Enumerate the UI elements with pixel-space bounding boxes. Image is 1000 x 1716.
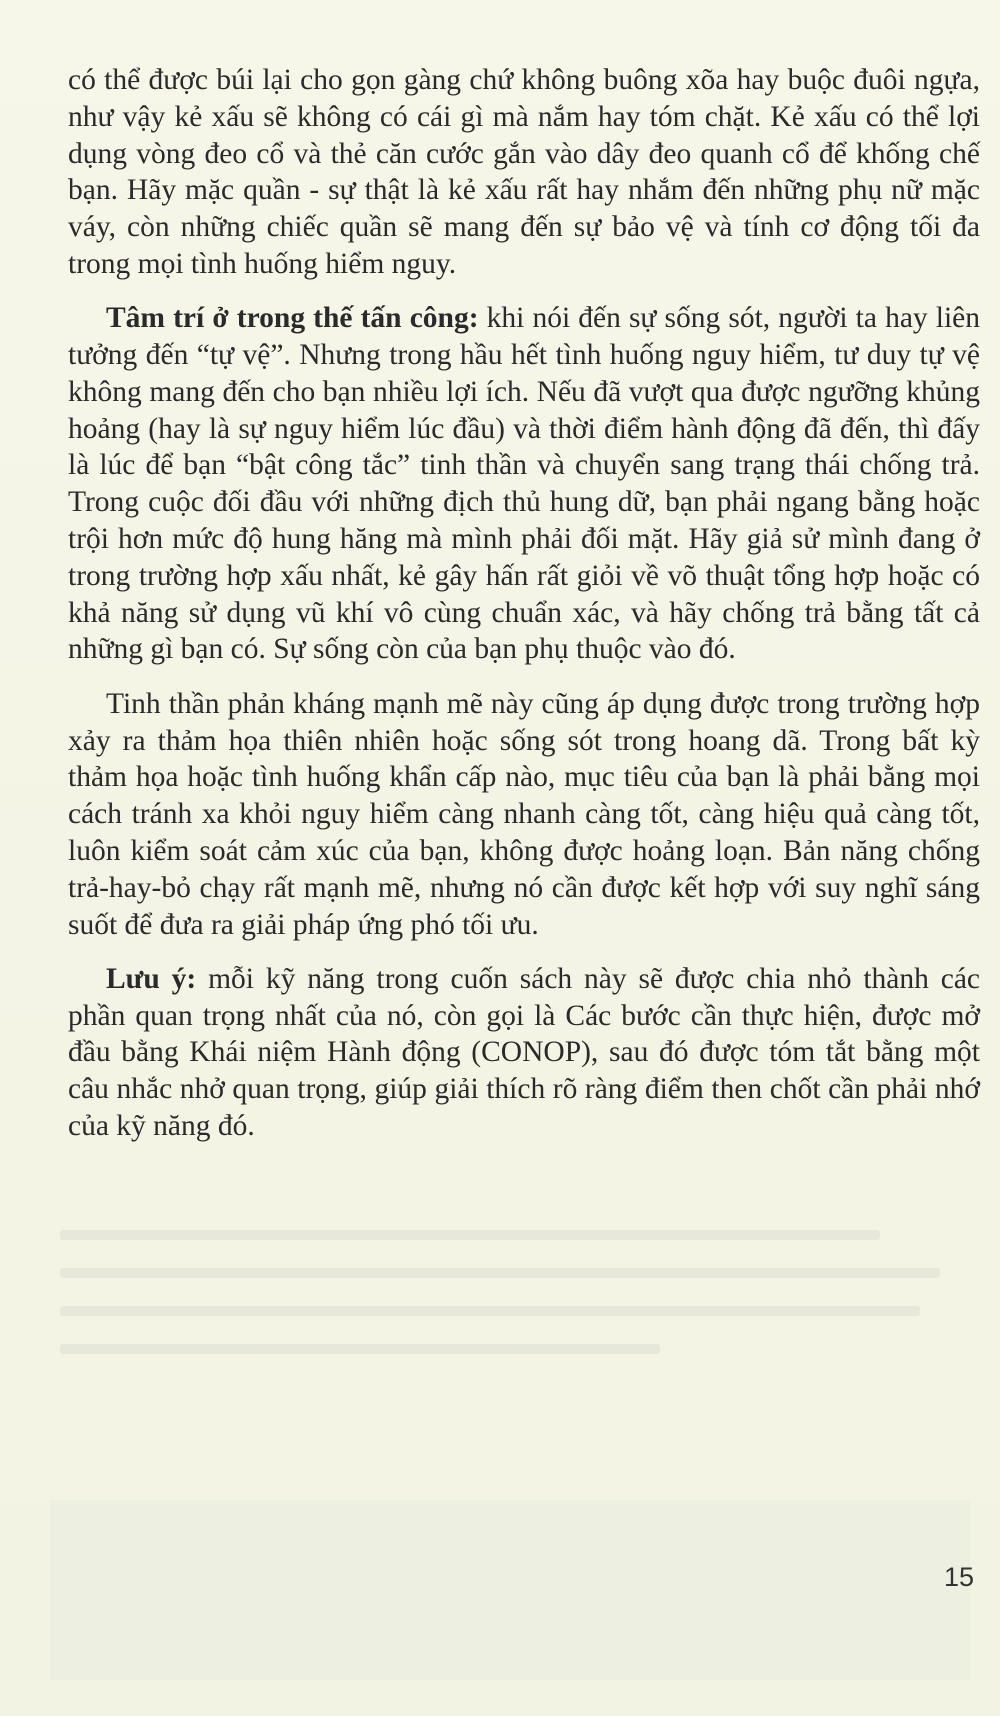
paragraph-4 <box>68 961 980 1145</box>
reverse-side-bleed-through <box>40 1230 970 1610</box>
paragraph-3: Tinh thần phản kháng mạnh mẽ này cũng áp dụng được trong trường hợp xảy ra thảm họa thiên nhiên hoặc sống sót trong hoang dã. Trong bất kỳ thảm họa hoặc tình huống khẩn cấp nào, mục tiêu của bạn là phải bằng mọi cách tránh xa khỏi nguy hiểm càng nhanh càng tốt, càng hiệu quả càng tốt, luôn kiểm soát cảm xúc của bạn, không được hoảng loạn. Bản năng chống trả-hay-bỏ chạy rất mạnh mẽ, nhưng nó cần được kết hợp với suy nghĩ sáng suốt để đưa ra giải pháp ứng phó tối ưu. <box>68 687 980 941</box>
page-number: 15 <box>943 1562 974 1592</box>
paragraph-2-body: khi nói đến sự sống sót, người ta hay liên tưởng đến “tự vệ”. Nhưng trong hầu hết tình huống nguy hiểm, tư duy tự vệ không mang đến cho bạn nhiều lợi ích. Nếu đã vượt qua được ngưỡng khủng hoảng (hay là sự nguy hiểm lúc đầu) và thời điểm hành động đã đến, thì đấy là lúc để bạn “bật công tắc” tinh thần và chuyển sang trạng thái chống trả. Trong cuộc đối đầu với những địch thủ hung dữ, bạn phải ngang bằng hoặc trội hơn mức độ hung hăng mà mình phải đối mặt. Hãy giả sử mình đang ở trong trường hợp xấu nhất, kẻ gây hấn rất giỏi về võ thuật tổng hợp hoặc có khả năng sử dụng vũ khí vô cùng chuẩn xác, và hãy chống trả bằng tất cả những gì bạn có. Sự sống còn của bạn phụ thuộc vào đó. <box>68 302 981 666</box>
paragraph-1: có thể được búi lại cho gọn gàng chứ không buông xõa hay buộc đuôi ngựa, như vậy kẻ xấu sẽ không có cái gì mà nắm hay tóm chặt. Kẻ xấu có thể lợi dụng vòng đeo cổ và thẻ căn cước gắn vào dây đeo quanh cổ để khống chế bạn. Hãy mặc quần - sự thật là kẻ xấu rất hay nhắm đến những phụ nữ mặc váy, còn những chiếc quần sẽ mang đến sự bảo vệ và tính cơ động tối đa trong mọi tình huống hiểm nguy. <box>68 64 980 280</box>
paragraph-4-lead: Lưu ý: <box>106 962 197 995</box>
body-text <box>68 62 980 1162</box>
paragraph-2 <box>68 300 980 668</box>
paragraph-2-lead: Tâm trí ở trong thế tấn công: <box>106 302 479 335</box>
paragraph-4-body: mỗi kỹ năng trong cuốn sách này sẽ được chia nhỏ thành các phần quan trọng nhất của nó, còn gọi là Các bước cần thực hiện, được mở đầu bằng Khái niệm Hành động (CONOP), sau đó được tóm tắt bằng một câu nhắc nhở quan trọng, giúp giải thích rõ ràng điểm then chốt cần phải nhớ của kỹ năng đó. <box>68 962 981 1143</box>
